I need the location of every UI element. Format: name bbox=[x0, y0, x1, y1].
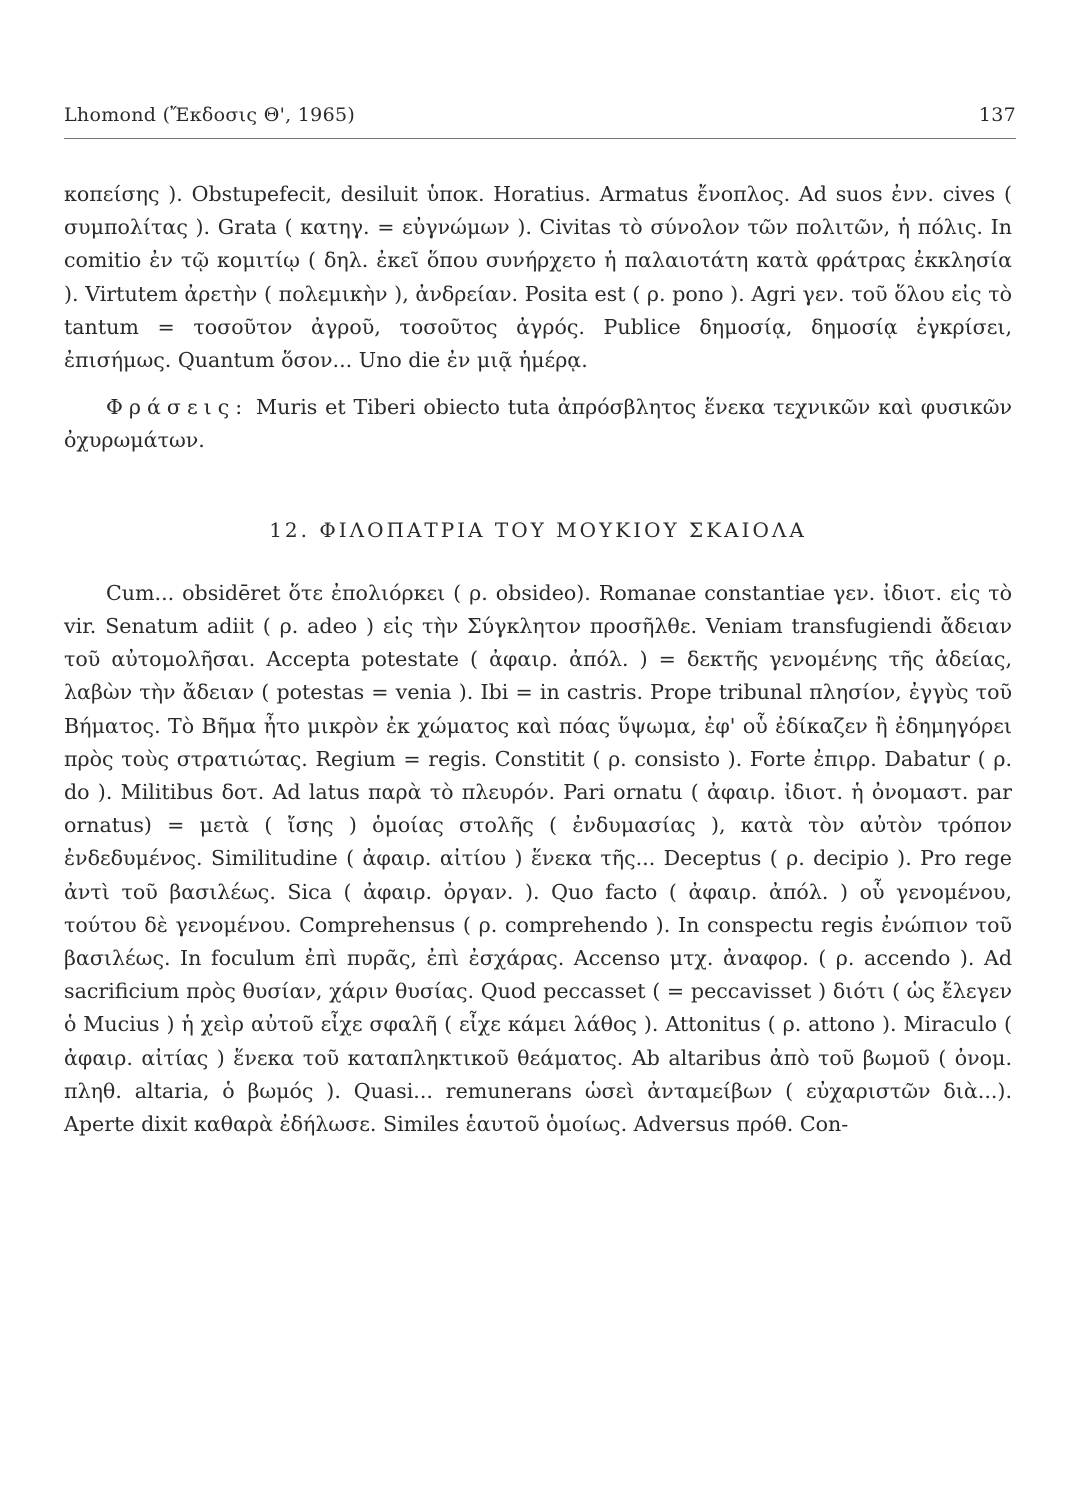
phrases-label: Φράσεις: bbox=[106, 395, 249, 420]
phrases-text: Muris et Tiberi obiecto tuta ἀπρόσβλητος ἕνεκα τεχνικῶν καὶ φυσικῶν ὀχυρωμάτων. bbox=[64, 395, 1013, 453]
paragraph-notes-11: κοπείσης ). Obstupefecit, desiluit ὑποκ. Horatius. Armatus ἔνοπλος. Ad suos ἐνν. cives ( συμπολίτας ). Grata ( κατηγ. = εὐγνώμων ). Civitas τὸ σύνολον τῶν πολιτῶν, ἡ πόλις. In comitio ἐν τῷ κομιτίῳ ( δηλ. ἐκεῖ ὅπου συνήρχετο ἡ παλαιοτάτη κατὰ φράτρας ἐκκλησία ). Virtutem ἀρετὴν ( πολεμικὴν ), ἀνδρείαν. Posita est ( ρ. pono ). Agri γεν. τοῦ ὅλου εἰς τὸ tantum = τοσοῦτον ἀγροῦ, τοσοῦτος ἀγρός. Publice δημοσίᾳ, δημοσίᾳ ἐγκρίσει, ἐπισήμως. Quantum ὅσον... Uno die ἐν μιᾷ ἡμέρᾳ. bbox=[64, 182, 1012, 373]
running-header bbox=[64, 98, 1016, 139]
phrases-paragraph bbox=[64, 391, 1012, 457]
page-number: 137 bbox=[978, 104, 1016, 126]
header-title: Lhomond (Ἔκδοσις Θ', 1965) bbox=[64, 104, 356, 126]
paragraph-notes-12: Cum... obsidēret ὅτε ἐπολιόρκει ( ρ. obsideo). Romanae constantiae γεν. ἰδιοτ. εἰς τὸ vir. Senatum adiit ( ρ. adeo ) εἰς τὴν Σύγκλητον προσῆλθε. Veniam transfugiendi ἄδειαν τοῦ αὐτομολῆσαι. Accepta potestate ( ἀφαιρ. ἀπόλ. ) = δεκτῆς γενομένης τῆς ἀδείας, λαβὼν τὴν ἄδειαν ( potestas = venia ). Ibi = in castris. Prope tribunal πλησίον, ἐγγὺς τοῦ Βήματος. Τὸ Βῆμα ἦτο μικρὸν ἐκ χώματος καὶ πόας ὕψωμα, ἐφ' οὗ ἐδίκαζεν ἢ ἐδημηγόρει πρὸς τοὺς στρατιώτας. Regium = regis. Constitit ( ρ. consisto ). Forte ἐπιρρ. Dabatur ( ρ. do ). Militibus δοτ. Ad latus παρὰ τὸ πλευρόν. Pari ornatu ( ἀφαιρ. ἰδιοτ. ἡ ὀνομαστ. par ornatus) = μετὰ ( ἴσης ) ὁμοίας στολῆς ( ἐνδυμασίας ), κατὰ τὸν αὐτὸν τρόπον ἐνδεδυμένος. Similitudine ( ἀφαιρ. αἰτίου ) ἕνεκα τῆς... Deceptus ( ρ. decipio ). Pro rege ἀντὶ τοῦ βασιλέως. Sica ( ἀφαιρ. ὀργαν. ). Quo facto ( ἀφαιρ. ἀπόλ. ) οὗ γενομένου, τούτου δὲ γενομένου. Comprehensus ( ρ. comprehendo ). In conspectu regis ἐνώπιον τοῦ βασιλέως. In foculum ἐπὶ πυρᾶς, ἐπὶ ἐσχάρας. Accenso μτχ. ἀναφορ. ( ρ. accendo ). Ad sacrificium πρὸς θυσίαν, χάριν θυσίας. Quod peccasset ( = peccavisset ) διότι ( ὡς ἔλεγεν ὁ Mucius ) ἡ χεὶρ αὐτοῦ εἶχε σφαλῆ ( εἶχε κάμει λάθος ). Attonitus ( ρ. attono ). Miraculo ( ἀφαιρ. αἰτίας ) ἕνεκα τοῦ καταπληκτικοῦ θεάματος. Ab altaribus ἀπὸ τοῦ βωμοῦ ( ὀνομ. πληθ. altaria, ὁ βωμός ). Quasi... remunerans ὡσεὶ ἀνταμείβων ( εὐχαριστῶν διὰ...). Aperte dixit καθαρὰ ἐδήλωσε. Similes ἑαυτοῦ ὁμοίως. Adversus πρόθ. Con- bbox=[64, 580, 1012, 1137]
page-body bbox=[64, 178, 1012, 1141]
section-heading: 12. ΦΙΛΟΠΑΤΡΙΑ ΤΟΥ ΜΟΥΚΙΟΥ ΣΚΑΙΟΛΑ bbox=[269, 517, 807, 542]
